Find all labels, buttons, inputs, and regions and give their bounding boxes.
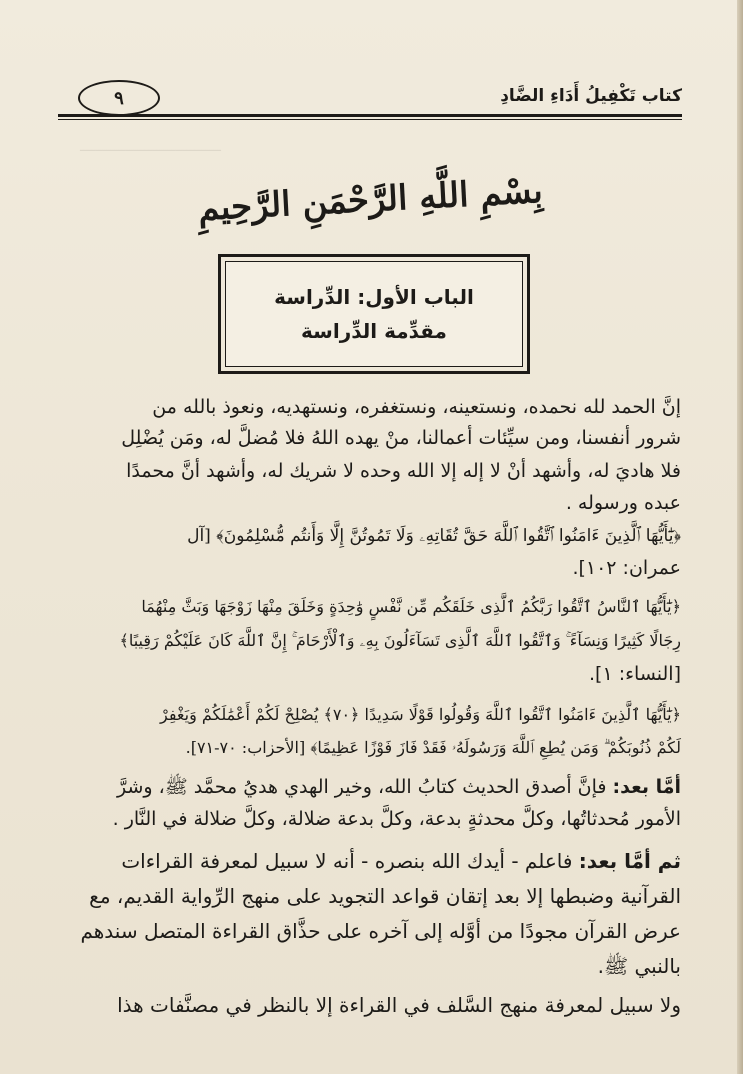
body-line: ولا سبيل لمعرفة منهج السَّلف في القراءة إلا بالنظر في مصنَّفات هذا [117, 993, 681, 1017]
body-line: شرور أنفسنا، ومن سيِّئات أعمالنا، منْ يهده اللهُ فلا مُضلَّ له، ومَن يُضْلِل [121, 427, 681, 449]
bleed-through-text: ـــــــــــــــــــــــــــــــــــــ [80, 140, 221, 155]
verse-reference: [النساء: ١]. [589, 663, 681, 685]
chapter-heading-inner [225, 261, 523, 367]
chapter-title: الباب الأول: الدِّراسة [274, 285, 474, 309]
running-header [58, 80, 682, 122]
basmala-calligraphy [180, 160, 560, 240]
page-number [78, 80, 160, 116]
quran-verse-line: ﴿يَٰٓأَيُّهَا ٱلنَّاسُ ٱتَّقُوا رَبَّكُمُ ٱلَّذِى خَلَقَكُم مِّن نَّفْسٍ وَٰحِدَةٍ وَخَلَقَ مِنْهَا زَوْجَهَا وَبَثَّ مِنْهُمَا [141, 597, 681, 616]
body-line: عبده ورسوله . [565, 492, 681, 514]
page-number-value: ٩ [114, 87, 124, 109]
body-line: القرآنية وضبطها إلا بعد إتقان قواعد التجويد على منهج الرِّواية القديم، مع [89, 884, 681, 908]
quran-verse-line: لَكُمْ ذُنُوبَكُمْ ۗ وَمَن يُطِعِ ٱللَّهَ وَرَسُولَهُۥ فَقَدْ فَازَ فَوْزًا عَظِيمًا﴾ [الأحزاب: ٧٠-٧١]. [185, 738, 681, 757]
quran-verse-line: ﴿يَٰٓأَيُّهَا ٱلَّذِينَ ءَامَنُوا ٱتَّقُوا ٱللَّهَ حَقَّ تُقَاتِهِۦ وَلَا تَمُوتُنَّ إِلَّا وَأَنتُم مُّسْلِمُونَ﴾ [آل [187, 526, 681, 546]
body-line: الأمور مُحدثاتُها، وكلَّ محدثةٍ بدعة، وكلَّ بدعة ضلالة، وكلَّ ضلالة في النَّار . [112, 808, 681, 830]
header-rule-thin [58, 119, 682, 120]
page-edge [737, 0, 743, 1074]
amma-label: أمَّا بعد: [612, 776, 681, 798]
quran-verse-line: رِجَالًا كَثِيرًا وَنِسَآءً ۚ وَٱتَّقُوا ٱللَّهَ ٱلَّذِى تَسَآءَلُونَ بِهِۦ وَٱلْأَرْحَامَ ۚ إِنَّ ٱللَّهَ كَانَ عَلَيْكُمْ رَقِيبًا﴾ [119, 631, 681, 650]
body-line [61, 774, 681, 800]
amma-text: فإنَّ أصدق الحديث كتابُ الله، وخير الهدي هديُ محمَّد ﷺ، وشرَّ [117, 776, 607, 798]
thumma-label: ثم أمَّا بعد: [578, 849, 681, 873]
body-line: فلا هاديَ له، وأشهد أنْ لا إله إلا الله وحده لا شريك له، وأشهد أنَّ محمدًا [126, 460, 681, 482]
chapter-heading-box [218, 254, 530, 374]
thumma-text: فاعلم - أيدك الله بنصره - أنه لا سبيل لمعرفة القراءات [121, 849, 573, 873]
body-line: بالنبي ﷺ. [597, 954, 681, 978]
body-line: إنَّ الحمد لله نحمده، ونستعينه، ونستغفره، ونستهديه، ونعوذ بالله من [152, 396, 681, 418]
verse-reference: عمران: ١٠٢]. [572, 557, 681, 579]
section-title: مقدِّمة الدِّراسة [301, 319, 447, 343]
body-line [61, 848, 681, 874]
body-line: عرض القرآن مجودًا من أوَّله إلى آخره على حذَّاق القراءة المتصل سندهم [80, 919, 681, 943]
header-rule [58, 114, 682, 117]
book-title: كتاب تَكْفِيلُ أَدَاءِ الضَّادِ [500, 86, 682, 106]
quran-verse-line: ﴿يَٰٓأَيُّهَا ٱلَّذِينَ ءَامَنُوا ٱتَّقُوا ٱللَّهَ وَقُولُوا قَوْلًا سَدِيدًا ﴿٧٠﴾ يُصْلِحْ لَكُمْ أَعْمَٰلَكُمْ وَيَغْفِرْ [159, 705, 681, 724]
basmala-text: بِسْمِ اللَّهِ الرَّحْمَنِ الرَّحِيمِ [196, 171, 544, 229]
